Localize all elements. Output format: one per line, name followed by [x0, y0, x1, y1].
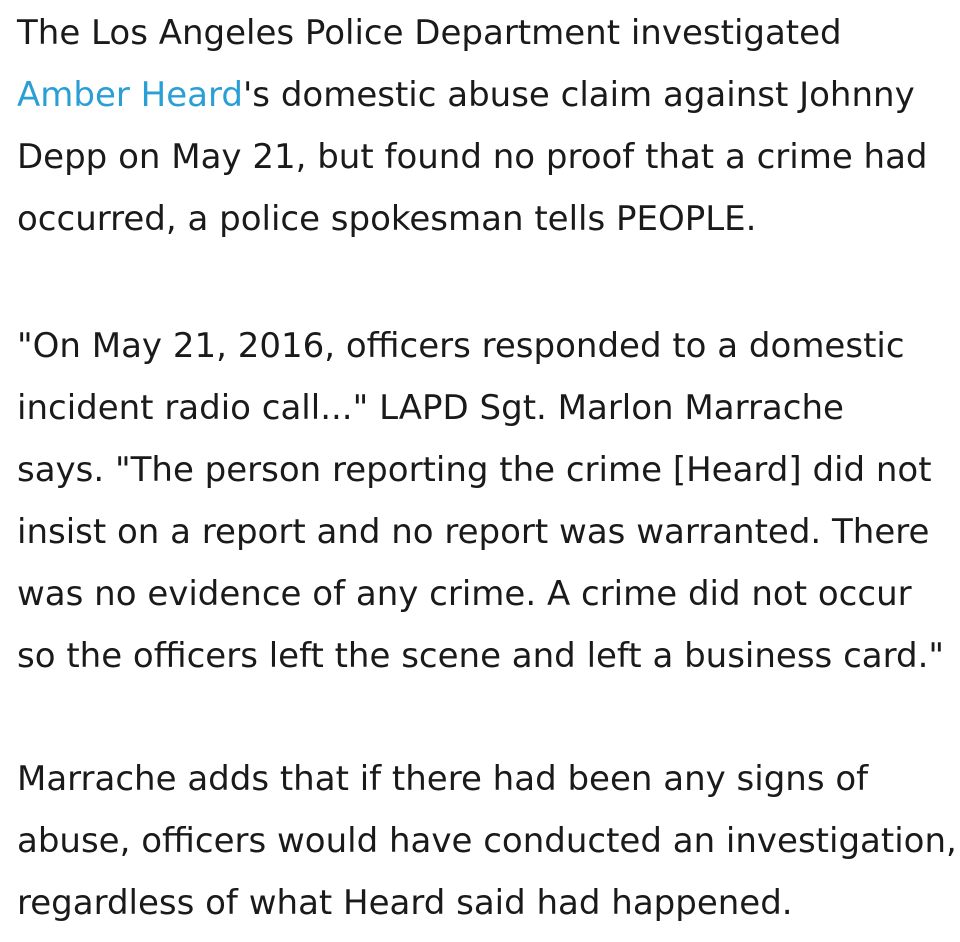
text-line: incident radio call..." LAPD Sgt. Marlon Marrache: [17, 388, 844, 428]
paragraph-1: [17, 2, 946, 250]
text-line: regardless of what Heard said had happened.: [17, 883, 793, 923]
text-line: [17, 64, 946, 126]
text-line: "On May 21, 2016, officers responded to a domestic: [17, 326, 905, 366]
text-line: was no evidence of any crime. A crime did not occur: [17, 574, 912, 614]
amber-heard-link[interactable]: Amber Heard: [17, 75, 243, 115]
text-fragment: 's domestic abuse claim against Johnny: [242, 75, 915, 115]
text-line: so the officers left the scene and left a business card.": [17, 636, 945, 676]
paragraph-3: [17, 748, 957, 934]
paragraph-2: [17, 315, 946, 687]
text-line: abuse, officers would have conducted an investigation,: [17, 821, 957, 861]
text-line: insist on a report and no report was warranted. There: [17, 512, 930, 552]
text-line: Marrache adds that if there had been any signs of: [17, 759, 869, 799]
text-line: occurred, a police spokesman tells PEOPLE.: [17, 199, 757, 239]
text-line: Depp on May 21, but found no proof that a crime had: [17, 137, 928, 177]
text-line: The Los Angeles Police Department investigated: [17, 13, 842, 53]
text-line: says. "The person reporting the crime [Heard] did not: [17, 450, 932, 490]
